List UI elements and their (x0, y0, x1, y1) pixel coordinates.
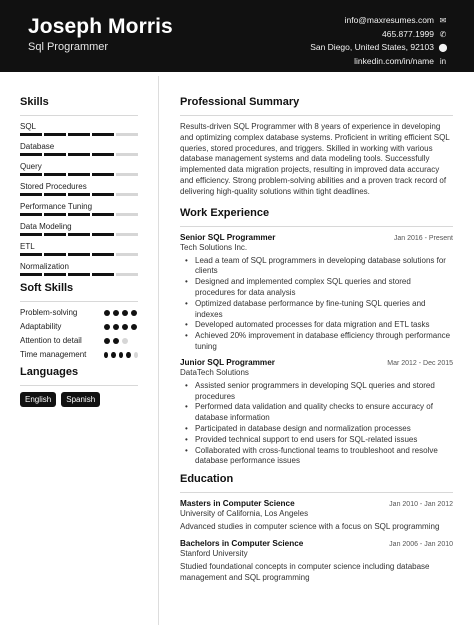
education-heading: Education (180, 473, 234, 486)
job-header (180, 233, 453, 242)
skill-level-segment (92, 253, 114, 256)
job-bullet: • Performed data validation and quality checks to ensure accuracy of database information (180, 402, 453, 424)
skill-level-segment (20, 153, 42, 156)
contact-text: San Diego, United States, 92103 (310, 42, 434, 53)
job-bullet: • Optimized database performance by fine-tuning SQL queries and indexes (180, 299, 453, 321)
summary-heading: Professional Summary (180, 96, 300, 108)
skill-level-segment (116, 213, 138, 216)
skill-level-bar (20, 213, 138, 216)
skill-level-segment (44, 233, 66, 236)
skill-level-segment (20, 253, 42, 256)
education-dates: Jan 2006 - Jan 2010 (389, 540, 453, 548)
rating-dot (131, 324, 137, 330)
job-bullet: • Assisted senior programmers in developing SQL queries and stored procedures (180, 381, 453, 403)
rating-dot (104, 310, 110, 316)
skill-level-bar (20, 173, 138, 176)
skill-item (20, 202, 138, 216)
skill-level-segment (44, 273, 66, 276)
job-header (180, 358, 453, 367)
skill-level-segment (92, 213, 114, 216)
skill-level-bar (20, 273, 138, 276)
divider (20, 301, 138, 302)
skill-level-segment (20, 273, 42, 276)
soft-skill-rating (104, 324, 138, 332)
rating-dot (122, 310, 128, 316)
degree: Masters in Computer Science (180, 499, 295, 509)
location-pin-icon: ⬤ (438, 43, 448, 53)
rating-dot (113, 310, 119, 316)
job-bullet: • Lead a team of SQL programmers in developing database solutions for clients (180, 256, 453, 278)
skills-list (20, 122, 138, 276)
job-bullets (180, 381, 453, 467)
resume-header (0, 0, 474, 72)
language-badge: Spanish (61, 392, 100, 407)
degree: Bachelors in Computer Science (180, 538, 304, 548)
skill-name: ETL (20, 242, 35, 251)
soft-skill-rating (104, 338, 138, 346)
candidate-name: Joseph Morris (28, 15, 173, 38)
education-header (180, 539, 453, 548)
skill-level-segment (20, 213, 42, 216)
contact-row (310, 55, 448, 69)
education-entry (180, 499, 453, 533)
rating-dot (111, 352, 115, 358)
skill-level-segment (92, 133, 114, 136)
school: Stanford University (180, 548, 248, 558)
soft-skill-name: Time management (20, 350, 87, 359)
contact-info (310, 14, 448, 68)
skill-level-segment (44, 253, 66, 256)
skill-level-segment (68, 173, 90, 176)
skill-item (20, 262, 138, 276)
soft-skill-item (20, 336, 138, 346)
divider (20, 115, 138, 116)
contact-text: 465.877.1999 (382, 28, 434, 39)
rating-dot (104, 324, 110, 330)
soft-skill-item (20, 322, 138, 332)
rating-dot (104, 338, 110, 344)
linkedin-icon: in (439, 56, 447, 66)
languages-list (20, 392, 138, 407)
skill-level-segment (116, 233, 138, 236)
job-bullet: • Developed automated processes for data migration and ETL tasks (180, 320, 453, 331)
rating-dot (122, 324, 128, 330)
languages-heading: Languages (20, 366, 79, 378)
contact-text: info@maxresumes.com (344, 15, 434, 25)
skills-heading: Skills (20, 96, 49, 108)
skill-item (20, 182, 138, 196)
soft-skill-name: Attention to detail (20, 336, 82, 345)
skill-level-segment (44, 173, 66, 176)
job-company: Tech Solutions Inc. (180, 242, 248, 252)
skill-level-segment (116, 193, 138, 196)
job-title: Senior SQL Programmer (180, 232, 276, 242)
experience-list (180, 233, 453, 468)
job-bullet: • Designed and implemented complex SQL queries and stored procedures for data analysis (180, 277, 453, 299)
skill-level-segment (68, 193, 90, 196)
rating-dot (134, 352, 138, 358)
education-description: Advanced studies in computer science with a focus on SQL programming (180, 522, 440, 532)
soft-skill-name: Adaptability (20, 322, 62, 331)
skill-level-segment (68, 153, 90, 156)
skill-level-segment (20, 233, 42, 236)
education-list (180, 499, 453, 583)
contact-row (310, 41, 448, 55)
skill-level-segment (92, 193, 114, 196)
skill-level-segment (20, 133, 42, 136)
skill-level-segment (116, 173, 138, 176)
skill-level-segment (44, 153, 66, 156)
skill-level-segment (92, 153, 114, 156)
skill-level-segment (92, 273, 114, 276)
contact-row (310, 28, 448, 42)
skill-item (20, 222, 138, 236)
rating-dot (119, 352, 123, 358)
skill-level-segment (116, 253, 138, 256)
rating-dot (131, 310, 137, 316)
skill-level-segment (20, 193, 42, 196)
skill-item (20, 142, 138, 156)
divider (180, 115, 453, 116)
divider (20, 385, 138, 386)
skill-name: SQL (20, 122, 37, 131)
job-bullets (180, 256, 453, 353)
skill-level-segment (44, 193, 66, 196)
soft-skill-item (20, 308, 138, 318)
skill-level-bar (20, 253, 138, 256)
skill-name: Query (20, 162, 42, 171)
education-header (180, 499, 453, 508)
contact-row (310, 14, 448, 28)
skill-level-segment (92, 173, 114, 176)
phone-icon: ✆ (439, 29, 447, 39)
skill-name: Normalization (20, 262, 69, 271)
job-company: DataTech Solutions (180, 367, 249, 377)
skill-name: Stored Procedures (20, 182, 87, 191)
skill-level-segment (68, 213, 90, 216)
skill-item (20, 162, 138, 176)
job-dates: Mar 2012 - Dec 2015 (387, 359, 453, 367)
skill-level-segment (68, 233, 90, 236)
skill-level-segment (68, 273, 90, 276)
rating-dot (122, 338, 128, 344)
soft-skill-rating (104, 310, 138, 318)
column-divider (158, 76, 159, 625)
skill-level-segment (92, 233, 114, 236)
skill-level-segment (116, 273, 138, 276)
soft-skill-item (20, 350, 138, 360)
job-bullet: • Achieved 20% improvement in database efficiency through performance tuning (180, 331, 453, 353)
school: University of California, Los Angeles (180, 509, 309, 519)
left-column (20, 96, 138, 407)
skill-level-bar (20, 133, 138, 136)
job-entry (180, 233, 453, 353)
job-bullet: • Provided technical support to end users for SQL-related issues (180, 435, 453, 446)
skill-name: Database (20, 142, 55, 151)
skill-item (20, 242, 138, 256)
skill-level-segment (68, 133, 90, 136)
education-entry (180, 539, 453, 584)
job-bullet: • Participated in database design and normalization processes (180, 424, 453, 435)
skill-level-segment (44, 213, 66, 216)
envelope-icon: ✉ (439, 16, 447, 25)
rating-dot (104, 352, 108, 358)
job-entry (180, 358, 453, 467)
divider (180, 226, 453, 227)
skill-level-segment (116, 133, 138, 136)
skill-level-segment (116, 153, 138, 156)
rating-dot (126, 352, 130, 358)
soft-skills-heading: Soft Skills (20, 282, 74, 294)
soft-skills-list (20, 308, 138, 360)
skill-level-segment (68, 253, 90, 256)
right-column (180, 96, 453, 584)
divider (180, 492, 453, 493)
skill-name: Data Modeling (20, 222, 72, 231)
candidate-title: Sql Programmer (28, 41, 109, 53)
job-dates: Jan 2016 - Present (393, 234, 453, 242)
skill-name: Performance Tuning (20, 202, 93, 211)
job-bullet: • Collaborated with cross-functional teams to troubleshoot and resolve database performance issues (180, 446, 453, 468)
job-title: Junior SQL Programmer (180, 357, 275, 367)
skill-item (20, 122, 138, 136)
skill-level-bar (20, 153, 138, 156)
summary-text: Results-driven SQL Programmer with 8 years of experience in developing and optimizing complex database systems. Proficient in writing efficient SQL queries, stored procedures, and triggers. Skilled in working with various database management systems and data modeling tools. Successfully implemented data migration projects, resulting in improved data accuracy and efficiency. Strong problem-solving abilities and a proven track record of delivering high-quality solutions within tight deadlines. (180, 122, 450, 196)
contact-text: linkedin.com/in/name (354, 55, 434, 66)
skill-level-segment (44, 133, 66, 136)
soft-skill-rating (104, 352, 138, 360)
skill-level-bar (20, 233, 138, 236)
education-dates: Jan 2010 - Jan 2012 (389, 501, 453, 509)
skill-level-segment (20, 173, 42, 176)
language-badge: English (20, 392, 56, 407)
rating-dot (113, 338, 119, 344)
experience-heading: Work Experience (180, 206, 270, 219)
soft-skill-name: Problem-solving (20, 308, 78, 317)
education-description: Studied foundational concepts in computer science including database management and SQL programming (180, 561, 430, 582)
skill-level-bar (20, 193, 138, 196)
rating-dot (113, 324, 119, 330)
